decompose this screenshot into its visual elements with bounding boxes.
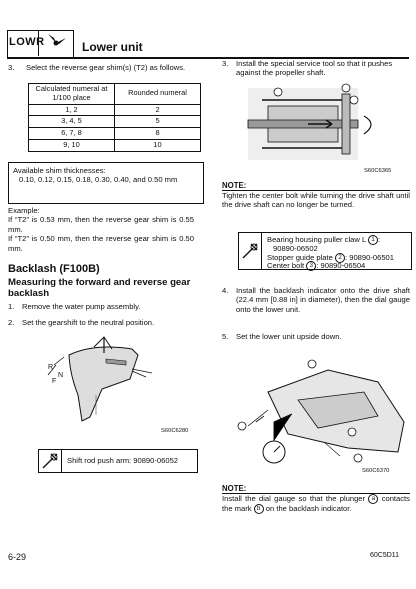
note-2-text [222, 494, 410, 514]
puller-figure [238, 82, 388, 166]
left-step-2-text: Set the gearshift to the neutral position. [22, 318, 155, 327]
table-cell: 5 [115, 116, 201, 128]
shim-box-title: Available shim thicknesses: [13, 166, 106, 175]
right-step-3-text: Install the special service tool so that it pushes against the propeller shaft. [236, 59, 393, 78]
tool-line-2-number: 90890-06501 [349, 253, 394, 262]
left-step-1: 1. Remove the water pump assembly. [8, 302, 141, 311]
table-row [29, 104, 201, 116]
table-cell: 3, 4, 5 [29, 116, 115, 128]
note-heading: NOTE: [222, 484, 247, 493]
table-cell: 6, 7, 8 [29, 128, 115, 140]
callout-a: a [368, 494, 378, 504]
callout-b: b [254, 504, 264, 514]
page-title: Lower unit [82, 40, 143, 54]
figure-code: S60C6365 [364, 168, 392, 174]
callout-2: 2 [335, 253, 345, 263]
callout-3: 3 [306, 261, 316, 271]
note-text: Tighten the center bolt while turning the drive shaft until the drive shaft can no longer be turned. [222, 191, 410, 210]
left-step-3: 3. Select the reverse gear shim(s) (T2) as follows. [8, 63, 186, 72]
left-step-1-text: Remove the water pump assembly. [22, 302, 141, 311]
note-heading: NOTE: [222, 181, 247, 190]
callout-1: 1 [368, 235, 378, 245]
tool-line-2-text: Stopper guide plate [267, 253, 333, 262]
table-cell: 2 [115, 104, 201, 116]
fig1-label-f: F [52, 378, 57, 385]
gearshift-figure [34, 335, 184, 425]
table-row [29, 116, 201, 128]
tool-icon [39, 450, 62, 472]
propeller-icon [44, 32, 68, 54]
table-header: Rounded numeral [115, 84, 201, 105]
subsection-title: Measuring the forward and reverse gear backlash [8, 277, 191, 299]
note-2-text-c: on the backlash indicator. [265, 504, 352, 513]
tool-line-1-text: Bearing housing puller claw L [267, 235, 366, 244]
table-row [29, 139, 201, 151]
fig1-label-n: N [58, 372, 64, 379]
right-step-5: 5. Set the lower unit upside down. [222, 332, 410, 341]
dial-gauge-figure [228, 352, 410, 466]
note-2-text-b: contacts the mark [222, 494, 410, 513]
special-tools-box [238, 232, 412, 270]
section-title: Backlash (F100B) [8, 263, 100, 275]
tool-line-1: Bearing housing puller claw L 1 : [267, 235, 381, 244]
right-step-4-text: Install the backlash indicator onto the drive shaft (22.4 mm [0.88 in] in diameter), then the dial gauge onto the lower unit. [236, 286, 410, 314]
right-step-3: 3. Install the special service tool so that it pushes against the propeller shaft. [222, 59, 410, 78]
shim-thickness-box [8, 162, 204, 204]
table-cell: 8 [115, 128, 201, 140]
table-cell: 10 [115, 139, 201, 151]
left-step-2: 2. Set the gearshift to the neutral position. [8, 318, 155, 327]
right-step-5-text: Set the lower unit upside down. [236, 332, 342, 341]
example-block [8, 206, 194, 253]
tool-line-3-number: 90890-06504 [320, 261, 366, 270]
example-label: Example: [8, 206, 40, 215]
tool-line-3: Center bolt 3 : 90890-06504 [267, 261, 366, 270]
tool-box-text: Shift rod push arm: 90890-06052 [67, 456, 179, 465]
example-line-1: If “T2” is 0.53 mm, then the reverse gear shim is 0.55 mm. [8, 215, 194, 234]
figure-code: S60C6280 [161, 428, 189, 434]
shim-box-values: 0.10, 0.12, 0.15, 0.18, 0.30, 0.40, and 0.50 mm [19, 175, 178, 185]
table-header: Calculated numeral at 1/100 place [29, 84, 115, 105]
table-row [29, 128, 201, 140]
left-step-3-text: Select the reverse gear shim(s) (T2) as follows. [26, 63, 186, 72]
tool-line-1-number: 90890-06502 [273, 244, 318, 253]
example-line-2: If “T2” is 0.50 mm, then the reverse gear shim is 0.50 mm. [8, 234, 194, 253]
tool-icon [239, 233, 262, 269]
figure-code: S60C6370 [362, 468, 390, 474]
right-step-4: 4. Install the backlash indicator onto the drive shaft (22.4 mm [0.88 in] in diameter), then the dial gauge onto the lower unit. [222, 286, 410, 314]
page-number: 6-29 [8, 552, 27, 562]
note-2-text-a: Install the dial gauge so that the plunger [222, 494, 366, 503]
tool-line-2: Stopper guide plate 2 : 90890-06501 [267, 253, 394, 262]
document-code: 60C5D11 [370, 552, 400, 559]
shim-table [28, 83, 201, 152]
tool-box [38, 449, 198, 473]
table-cell: 1, 2 [29, 104, 115, 116]
table-cell: 9, 10 [29, 139, 115, 151]
fig1-label-r: R [48, 364, 54, 371]
header-tag: LOWR [9, 36, 45, 48]
tool-line-3-text: Center bolt [267, 261, 305, 270]
